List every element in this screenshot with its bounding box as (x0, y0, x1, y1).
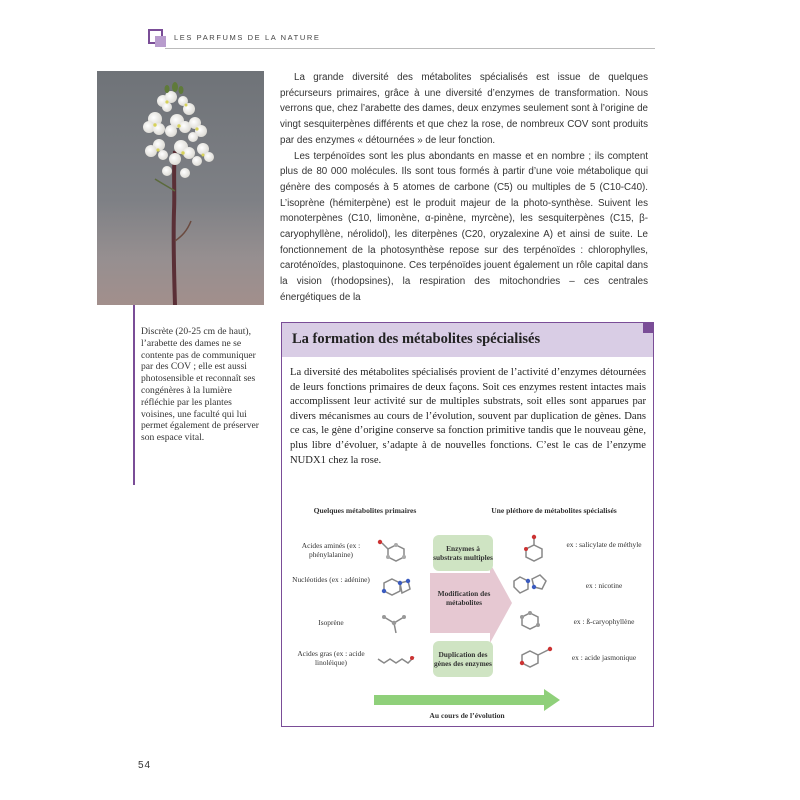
right-item: ex : ß-caryophyllène (573, 617, 635, 626)
running-title: LES PARFUMS DE LA NATURE (174, 33, 321, 42)
evolution-label: Au cours de l’évolution (429, 711, 505, 720)
evolution-arrow-icon (374, 689, 560, 711)
modification-label: Modification des métabolites (437, 589, 491, 607)
arabidopsis-flower-illustration (97, 71, 264, 305)
primary-molecules-icon (374, 535, 416, 685)
main-paragraph: Les terpénoïdes sont les plus abondants en masse et en nombre ; ils comptent plus de 80 000 molécules. Ils sont tous formés à partir d’une voie métabolique qui génère des composés à 5 atomes de carbone (C5) ou multiples de 5 (C10-C40). L’isoprène (hémiterpène) est le produit majeur de la photo-synthèse. Suivent les monoterpènes (C10, limonène, α-pinène, myrcène), les sesquiterpènes (C15, β-caryophyllène, nérolidol), les diterpènes (C20, oryzalexine A) et ainsi de suite. Le fonctionnement de la photosynthèse repose sur des terpénoïdes : chlorophylles, caroténoïdes, plastoquinone. Ces terpénoïdes jouent également un rôle capital dans la vision (rhodopsines), la respiration des mitochondries – ces centrales énergétiques de la (280, 150, 648, 303)
info-box (281, 322, 654, 727)
right-item: ex : acide jasmonique (571, 653, 637, 662)
info-box-title: La formation des métabolites spécialisés (292, 331, 541, 347)
multi-substrate-box: Enzymes à substrats multiples (433, 535, 493, 571)
left-item: Nucléotides (ex : adénine) (292, 575, 370, 584)
gene-duplication-box: Duplication des gènes des enzymes (433, 641, 493, 677)
right-item: ex : nicotine (585, 581, 623, 590)
info-box-text: La diversité des métabolites spécialisés provient de l’activité d’enzymes détournées de leurs fonctions primaires de deux façons. Soit ces enzymes restent intactes mais accomplissent leur activité sur de multiples substrats, soit elles sont apparues par divers mécanismes au cours de l’évolution, souvent par duplication de gènes. Dans ce cas, le gène d’origine conserve sa fonction primitive tandis que le nouveau gène, plus libre d’évoluer, s’adapte à de nouvelles fonctions. C’est le cas de l’enzyme NUDX1 chez la rose. (290, 367, 646, 466)
left-item: Acides aminés (ex : phénylalanine) (301, 541, 361, 559)
header-rule (165, 48, 655, 49)
right-column-heading: Une pléthore de métabolites spécialisés (491, 506, 617, 515)
caption-rule (133, 305, 135, 485)
flower-photo (97, 71, 264, 305)
header-square-fill-icon (155, 36, 166, 47)
specialized-molecules-icon (510, 533, 556, 683)
right-item: ex : salicylate de méthyle (566, 540, 642, 549)
left-item: Isoprène (318, 618, 344, 627)
left-item: Acides gras (ex : acide linoléique) (297, 649, 365, 667)
main-text (280, 70, 648, 306)
page-number: 54 (138, 760, 152, 771)
left-column-heading: Quelques métabolites primaires (313, 506, 417, 515)
photo-caption: Discrète (20-25 cm de haut), l’arabette des dames ne se contente pas de communiquer par des COV ; elle est aussi photosensible et reconnaît ses congénères à la lumière réfléchie par les plantes voisines, une faculté qui lui permet également de préserver son espace vital. (141, 326, 259, 444)
main-paragraph: La grande diversité des métabolites spécialisés est issue de quelques précurseurs primaires, grâce à une diversité d’enzymes de transformation. Nous verrons que, chez l’arabette des dames, deux enzymes seulement sont à l’origine de vingt sesquiterpènes différents et que chez la rose, de nombreux COV sont produits par des enzymes « détournées » de leur fonction. (280, 72, 648, 146)
